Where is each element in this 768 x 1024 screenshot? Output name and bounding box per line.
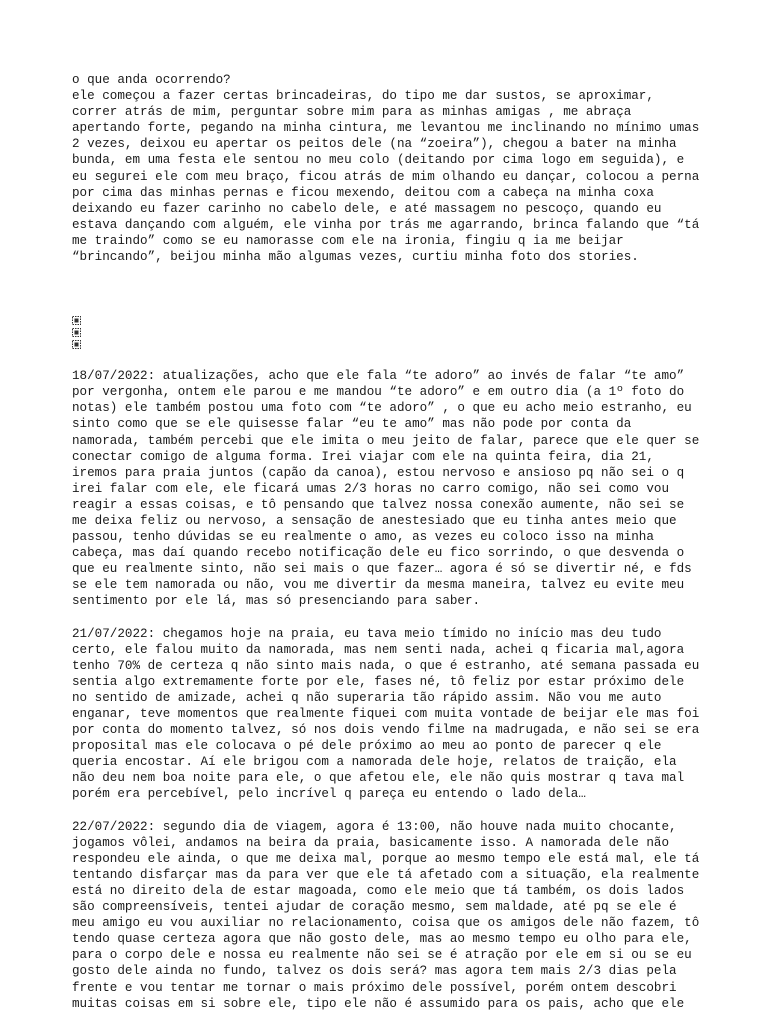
text-line: por cima das minhas pernas e ficou mexendo, deitou com a cabeça na minha coxa [72, 185, 654, 200]
text-line: não deu nem boa noite para ele, o que afetou ele, ele não quis mostrar q tava mal [72, 771, 685, 786]
text-line: porém era percebível, pelo incrível q pareça eu entendo o lado dela… [72, 787, 586, 802]
text-line: reagir a essas coisas, e tô pensando que talvez nossa conexão aumente, não sei se [72, 497, 685, 512]
text-line: me deixa feliz ou nervoso, a sensação de anestesiado que eu tinha antes meio que [72, 513, 677, 528]
text-line: notas) ele também postou uma foto com “te adoro” , o que eu acho meio estranho, eu [72, 401, 692, 416]
text-line: 22/07/2022: segundo dia de viagem, agora é 13:00, não houve nada muito chocante, [72, 819, 677, 834]
text-line: sentia algo extremamente forte por ele, fases né, tô feliz por estar próximo dele [72, 674, 685, 689]
intro-paragraph [72, 72, 702, 265]
text-line: proposital mas ele colocava o pé dele próximo ao meu ao ponto de parecer q ele [72, 739, 662, 754]
document-page [72, 72, 702, 1012]
text-line: por vergonha, ontem ele parou e me mandou “te adoro” e em outro dia (a 1º foto do [72, 385, 685, 400]
text-line: conectar comigo de alguma forma. Irei viajar com ele na quinta feira, dia 21, [72, 449, 654, 464]
spacer [72, 265, 702, 313]
text-line: 18/07/2022: atualizações, acho que ele fala “te adoro” ao invés de falar “te amo” [72, 369, 685, 384]
text-line: iremos para praia juntos (capão da canoa), estou nervoso e ansioso pq não sei o q [72, 465, 685, 480]
text-line: que eu realmente sinto, não sei mais o que fazer… agora é só se divertir né, e fds [72, 562, 692, 577]
text-line: para o corpo dele e nossa eu realmente não sei se é atração por ele em si ou se eu [72, 948, 692, 963]
text-line: 21/07/2022: chegamos hoje na praia, eu tava meio tímido no início mas deu tudo [72, 626, 662, 641]
text-line: apertando forte, pegando na minha cintura, me levantou me inclinando no mínimo umas [72, 121, 700, 136]
text-line: meu amigo eu vou auxiliar no relacionamento, coisa que os amigos dele não fazem, tô [72, 916, 700, 931]
placeholder-glyph-group [72, 316, 702, 349]
text-line: eu segurei ele com meu braço, ficou atrás de mim olhando eu dançar, colocou a perna [72, 169, 700, 184]
text-line: sinto como que se ele quisesse falar “eu te amo” mas não pode por conta da [72, 417, 632, 432]
text-line: se ele tem namorada ou não, vou me divertir da mesma maneira, talvez eu evite meu [72, 578, 685, 593]
text-line: namorada, também percebi que ele imita o meu jeito de falar, parece que ele quer se [72, 433, 700, 448]
spacer [72, 610, 702, 626]
text-line: estava dançando com alguém, ele vinha por trás me agarrando, brinca falando que “tá [72, 217, 700, 232]
diary-entry-18-07-2022 [72, 368, 702, 609]
text-line: no sentido de amizade, achei q não superaria tão rápido assim. Não vou me auto [72, 690, 662, 705]
text-line: “brincando”, beijou minha mão algumas vezes, curtiu minha foto dos stories. [72, 250, 639, 265]
spacer [72, 352, 702, 368]
text-line: são compreensíveis, tentei ajudar de coração mesmo, sem maldade, até pq se ele é [72, 900, 677, 915]
text-line: respondeu ele ainda, o que me deixa mal, porque ao mesmo tempo ele está mal, ele tá [72, 851, 700, 866]
text-line: irei falar com ele, ele ficará umas 2/3 horas no carro comigo, não sei como vou [72, 481, 670, 496]
text-line: muitas coisas em si sobre ele, tipo ele não é assumido para os pais, acho que ele [72, 996, 685, 1011]
text-line: jogamos vôlei, andamos na beira da praia, basicamente isso. A namorada dele não [72, 835, 670, 850]
text-line: queria encostar. Aí ele brigou com a namorada dele hoje, relatos de traição, ela [72, 755, 677, 770]
diary-entry-22-07-2022 [72, 819, 702, 1012]
text-line: certo, ele falou muito da namorada, mas nem senti nada, achei q ficaria mal,agora [72, 642, 685, 657]
text-line: tenho 70% de certeza q não sinto mais nada, o que é estranho, até semana passada eu [72, 658, 700, 673]
text-line: gosto dele ainda no fundo, talvez os dois será? mas agora tem mais 2/3 dias pela [72, 964, 677, 979]
text-line: 2 vezes, deixou eu apertar os peitos dele (na “zoeira”), chegou a bater na minha [72, 137, 677, 152]
missing-glyph-icon [72, 316, 81, 325]
text-line: deixando eu fazer carinho no cabelo dele, e até massagem no pescoço, quando eu [72, 201, 662, 216]
text-line: cabeça, mas daí quando recebo notificação dele eu fico sorrindo, o que desvenda o [72, 546, 685, 561]
text-line: frente e vou tentar me tornar o mais próximo dele possível, porém ontem descobri [72, 980, 677, 995]
text-line: sentimento por ele lá, mas só presenciando para saber. [72, 594, 481, 609]
text-line: por conta do momento talvez, só nos dois vendo filme na madrugada, e não sei se era [72, 723, 700, 738]
text-line: ele começou a fazer certas brincadeiras, do tipo me dar sustos, se aproximar, [72, 89, 654, 104]
text-line: o que anda ocorrendo? [72, 73, 231, 87]
missing-glyph-icon [72, 340, 81, 349]
text-line: está no direito dela de estar magoada, como ele meio que tá também, os dois lados [72, 883, 685, 898]
text-line: correr atrás de mim, perguntar sobre mim para as minhas amigas , me abraça [72, 105, 632, 120]
text-line: bunda, em uma festa ele sentou no meu colo (deitando por cima logo em seguida), e [72, 153, 685, 168]
text-line: me traindo” como se eu namorasse com ele na ironia, fingiu q ia me beijar [72, 233, 624, 248]
text-line: passou, tenho dúvidas se eu realmente o amo, as vezes eu coloco isso na minha [72, 530, 654, 545]
diary-entry-21-07-2022 [72, 626, 702, 803]
text-line: tendo quase certeza agora que não gosto dele, mas ao mesmo tempo eu olho para ele, [72, 932, 692, 947]
text-line: enganar, teve momentos que realmente fiquei com muita vontade de beijar ele mas foi [72, 707, 700, 721]
missing-glyph-icon [72, 328, 81, 337]
text-line: tentando disfarçar mas da para ver que ele tá afetado com a situação, ela realmente [72, 867, 700, 882]
spacer [72, 803, 702, 819]
